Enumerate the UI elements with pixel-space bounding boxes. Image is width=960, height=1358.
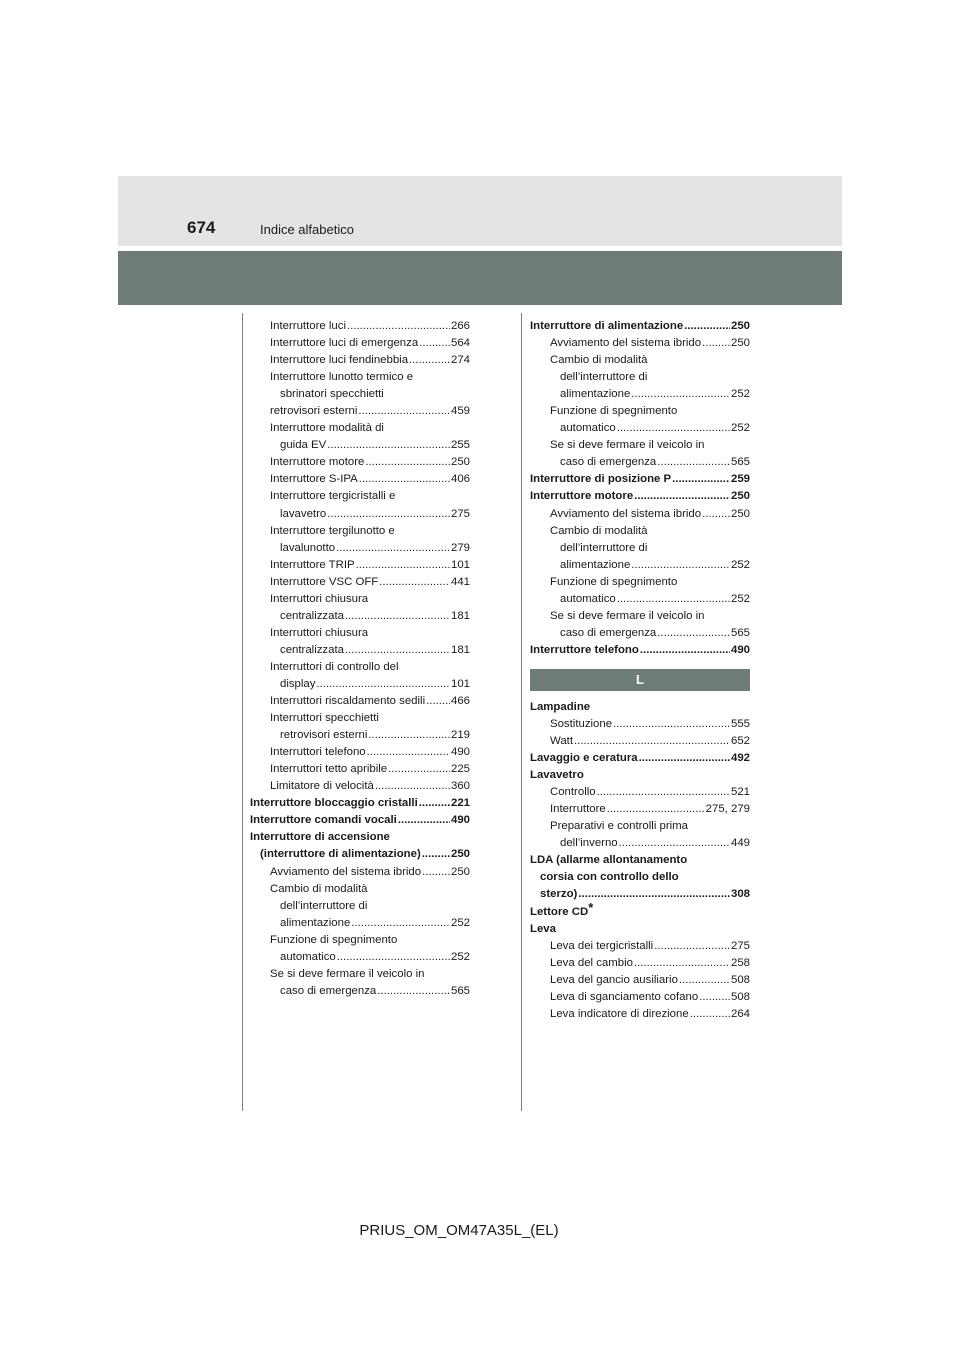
page-reference: 264 xyxy=(730,1007,750,1020)
index-term: Se si deve fermare il veicolo in xyxy=(550,609,705,622)
index-term: retrovisori esterni xyxy=(270,405,358,418)
leader-dots xyxy=(690,1006,730,1023)
index-term: Interruttore di alimentazione xyxy=(530,320,684,332)
index-entry xyxy=(250,778,470,795)
document-footer xyxy=(0,1222,960,1239)
leader-dots xyxy=(336,540,450,557)
page-reference: 101 xyxy=(450,558,470,571)
index-term: Se si deve fermare il veicolo in xyxy=(550,439,705,452)
index-term: automatico xyxy=(280,950,336,963)
leader-dots xyxy=(578,886,730,903)
index-entry xyxy=(530,506,750,523)
leader-dots xyxy=(359,471,450,488)
index-term: Interruttore tergilunotto e xyxy=(270,524,395,537)
index-entry xyxy=(250,318,470,335)
leader-dots xyxy=(388,761,450,778)
index-entry xyxy=(250,608,470,625)
index-term: Cambio di modalità xyxy=(550,524,648,537)
page-reference: 565 xyxy=(730,456,750,469)
page-reference: 490 xyxy=(730,643,750,656)
leader-dots xyxy=(398,812,450,829)
leader-dots xyxy=(365,454,450,471)
leader-dots xyxy=(345,608,450,625)
page-reference: 565 xyxy=(730,626,750,639)
index-entry xyxy=(530,523,750,540)
index-entry xyxy=(250,454,470,471)
index-entry xyxy=(530,591,750,608)
index-entry xyxy=(250,761,470,778)
index-entry xyxy=(530,335,750,352)
leader-dots xyxy=(351,915,450,932)
index-term: Interruttore xyxy=(550,803,606,816)
index-entry xyxy=(530,454,750,471)
index-entry xyxy=(250,710,470,727)
leader-dots xyxy=(379,574,450,591)
page-reference: 250 xyxy=(730,337,750,350)
index-entry xyxy=(530,955,750,972)
index-entry xyxy=(250,898,470,915)
index-term: Interruttori di controllo del xyxy=(270,660,399,673)
leader-dots xyxy=(316,676,450,693)
index-term: lavavetro xyxy=(280,507,327,520)
index-entry xyxy=(250,881,470,898)
page-reference: 250 xyxy=(450,848,470,861)
page-reference: 360 xyxy=(450,780,470,793)
index-entry xyxy=(250,591,470,608)
index-entry xyxy=(530,574,750,591)
index-entry xyxy=(250,676,470,693)
index-term: Controllo xyxy=(550,786,596,799)
page-reference: 250 xyxy=(730,490,750,503)
page-reference: 490 xyxy=(450,746,470,759)
leader-dots xyxy=(634,955,730,972)
index-entry xyxy=(250,727,470,744)
index-term: (interruttore di alimentazione) xyxy=(260,848,421,861)
index-term: alimentazione xyxy=(280,916,351,929)
index-term: dell’inverno xyxy=(560,837,618,850)
index-entry xyxy=(530,989,750,1006)
index-entry xyxy=(250,335,470,352)
leader-dots xyxy=(377,983,450,1000)
leader-dots xyxy=(654,938,730,955)
page-reference: 555 xyxy=(730,717,750,730)
index-entry xyxy=(250,983,470,1000)
page-reference: 449 xyxy=(730,837,750,850)
leader-dots xyxy=(607,801,705,818)
footnote-marker: * xyxy=(588,899,594,915)
index-entry xyxy=(530,1006,750,1023)
page-reference: 266 xyxy=(450,320,470,332)
index-entry xyxy=(530,972,750,989)
index-entry xyxy=(250,744,470,761)
index-term: retrovisori esterni xyxy=(280,729,368,742)
index-term: Interruttore tergicristalli e xyxy=(270,490,396,503)
index-group-i xyxy=(530,318,750,659)
index-entry xyxy=(530,540,750,557)
index-term: sbrinatori specchietti xyxy=(280,388,384,401)
index-term: sterzo) xyxy=(540,888,578,901)
index-term: dell’interruttore di xyxy=(560,541,648,554)
leader-dots xyxy=(368,727,450,744)
page-reference: 225 xyxy=(450,763,470,776)
index-entry xyxy=(530,608,750,625)
index-term: Avviamento del sistema ibrido xyxy=(550,507,702,520)
index-term: Lavaggio e ceratura xyxy=(530,752,638,765)
leader-dots xyxy=(597,784,730,801)
index-entry xyxy=(530,699,750,716)
index-entry xyxy=(250,471,470,488)
index-term: Leva del gancio ausiliario xyxy=(550,973,678,986)
leader-dots xyxy=(699,989,730,1006)
index-entry xyxy=(530,557,750,574)
index-term: dell’interruttore di xyxy=(560,371,648,384)
index-term: Leva dei tergicristalli xyxy=(550,939,654,952)
leader-dots xyxy=(358,403,450,420)
index-entry xyxy=(250,352,470,369)
leader-dots xyxy=(619,835,730,852)
index-term: Interruttore di posizione P xyxy=(530,473,672,486)
index-term: Interruttori tetto apribile xyxy=(270,763,388,776)
leader-dots xyxy=(679,972,730,989)
index-entry xyxy=(250,506,470,523)
index-term: Interruttore motore xyxy=(530,490,634,503)
index-term: display xyxy=(280,677,316,690)
page-reference: 250 xyxy=(730,320,750,332)
leader-dots xyxy=(657,625,730,642)
index-entry xyxy=(530,386,750,403)
index-term: LDA (allarme allontanamento xyxy=(530,854,688,867)
page-reference: 181 xyxy=(450,643,470,656)
index-term: alimentazione xyxy=(560,558,631,571)
index-entry xyxy=(530,899,750,921)
page-reference: 274 xyxy=(450,354,470,367)
page-reference: 101 xyxy=(450,677,470,690)
leader-dots xyxy=(631,386,730,403)
column-rule-middle xyxy=(521,313,522,1111)
index-group-l xyxy=(530,699,750,1023)
index-term: alimentazione xyxy=(560,388,631,401)
index-entry xyxy=(250,829,470,846)
index-term: Cambio di modalità xyxy=(550,354,648,367)
index-column-right xyxy=(530,318,750,1023)
index-entry xyxy=(250,386,470,403)
index-term: Interruttore TRIP xyxy=(270,558,355,571)
document-code: PRIUS_OM_OM47A35L_(EL) xyxy=(359,1222,559,1239)
index-entry xyxy=(250,625,470,642)
index-entry xyxy=(250,557,470,574)
index-entry xyxy=(250,966,470,983)
index-entry xyxy=(250,915,470,932)
index-term: Interruttore S-IPA xyxy=(270,473,358,486)
index-entry xyxy=(250,369,470,386)
index-term: Interruttori chiusura xyxy=(270,592,369,605)
page-reference: 252 xyxy=(730,558,750,571)
index-term: Sostituzione xyxy=(550,717,613,730)
index-term: Interruttori chiusura xyxy=(270,626,369,639)
index-term: automatico xyxy=(560,422,616,435)
page-reference: 255 xyxy=(450,439,470,452)
index-term: Interruttori riscaldamento sedili xyxy=(270,695,426,708)
index-entry xyxy=(530,767,750,784)
page-reference: 406 xyxy=(450,473,470,486)
page-reference: 459 xyxy=(450,405,470,418)
index-term: Se si deve fermare il veicolo in xyxy=(270,967,425,980)
index-entry xyxy=(250,932,470,949)
index-entry xyxy=(250,403,470,420)
index-entry xyxy=(530,642,750,659)
index-term: Funzione di spegnimento xyxy=(550,405,678,418)
index-term: Leva del cambio xyxy=(550,956,633,969)
index-column-left xyxy=(250,318,470,1000)
index-term: Interruttore luci di emergenza xyxy=(270,337,419,350)
index-term: Interruttore di accensione xyxy=(250,831,390,844)
index-term: caso di emergenza xyxy=(560,626,657,639)
page-reference: 275, 279 xyxy=(705,803,750,816)
index-entry xyxy=(530,471,750,488)
page-reference: 492 xyxy=(730,752,750,765)
page-reference: 565 xyxy=(450,984,470,997)
index-entry xyxy=(530,818,750,835)
leader-dots xyxy=(617,420,730,437)
column-rule-left xyxy=(242,313,243,1111)
header-dark-band xyxy=(118,251,842,305)
index-entry xyxy=(530,784,750,801)
page-reference: 250 xyxy=(450,456,470,469)
leader-dots xyxy=(657,454,730,471)
index-term: automatico xyxy=(560,592,616,605)
index-term: Leva indicatore di direzione xyxy=(550,1007,689,1020)
index-entry xyxy=(530,352,750,369)
section-title: Indice alfabetico xyxy=(260,222,354,237)
index-entry xyxy=(530,869,750,886)
leader-dots xyxy=(422,864,450,881)
leader-dots xyxy=(702,506,730,523)
index-entry xyxy=(530,938,750,955)
index-term: Interruttore telefono xyxy=(530,643,639,656)
leader-dots xyxy=(337,949,450,966)
index-entry xyxy=(530,420,750,437)
index-term: centralizzata xyxy=(280,609,344,622)
index-term: Interruttore comandi vocali xyxy=(250,814,397,827)
index-entry xyxy=(250,864,470,881)
page-reference: 250 xyxy=(730,507,750,520)
index-entry xyxy=(250,540,470,557)
index-term: Interruttore VSC OFF xyxy=(270,575,379,588)
page-reference: 275 xyxy=(450,507,470,520)
index-term: centralizzata xyxy=(280,643,344,656)
index-entry xyxy=(530,318,750,335)
page-reference: 252 xyxy=(450,916,470,929)
index-term: Interruttore modalità di xyxy=(270,422,384,435)
page-reference: 252 xyxy=(730,388,750,401)
index-term: Interruttore bloccaggio cristalli xyxy=(250,797,418,810)
index-term: Interruttore motore xyxy=(270,456,365,469)
index-term: Avviamento del sistema ibrido xyxy=(270,865,422,878)
leader-dots xyxy=(684,318,730,335)
leader-dots xyxy=(672,471,730,488)
index-entry xyxy=(530,733,750,750)
page-reference: 466 xyxy=(450,695,470,708)
index-term: Lettore CD xyxy=(530,905,589,918)
index-entry xyxy=(250,523,470,540)
page-number: 674 xyxy=(187,218,216,237)
index-entry xyxy=(530,488,750,505)
leader-dots xyxy=(419,335,450,352)
index-term: Interruttore lunotto termico e xyxy=(270,371,414,384)
index-term: guida EV xyxy=(280,439,327,452)
page-reference: 275 xyxy=(730,939,750,952)
index-entry xyxy=(530,625,750,642)
index-term: Lavavetro xyxy=(530,769,584,782)
index-term: Cambio di modalità xyxy=(270,882,368,895)
index-entry xyxy=(250,659,470,676)
page-reference: 441 xyxy=(450,575,470,588)
leader-dots xyxy=(327,437,450,454)
leader-dots xyxy=(613,716,730,733)
index-entry xyxy=(530,403,750,420)
index-term: Avviamento del sistema ibrido xyxy=(550,337,702,350)
page-reference: 508 xyxy=(730,973,750,986)
page-reference: 181 xyxy=(450,609,470,622)
leader-dots xyxy=(367,744,450,761)
leader-dots xyxy=(422,846,450,863)
index-term: Leva xyxy=(530,922,556,935)
leader-dots xyxy=(631,557,730,574)
index-term: Interruttore luci xyxy=(270,320,346,332)
index-entry xyxy=(250,949,470,966)
index-term: Funzione di spegnimento xyxy=(550,575,678,588)
leader-dots xyxy=(409,352,450,369)
index-entry xyxy=(250,693,470,710)
index-entry xyxy=(530,886,750,903)
index-term: dell’interruttore di xyxy=(280,899,368,912)
index-entry xyxy=(250,488,470,505)
index-entry xyxy=(250,795,470,812)
index-entry xyxy=(250,420,470,437)
index-term: Limitatore di velocità xyxy=(270,780,374,793)
page-reference: 258 xyxy=(730,956,750,969)
index-term: Watt xyxy=(550,735,573,748)
page-reference: 521 xyxy=(730,786,750,799)
index-term: caso di emergenza xyxy=(560,456,657,469)
index-term: lavalunotto xyxy=(280,541,336,554)
index-entry xyxy=(530,716,750,733)
index-term: Interruttore luci fendinebbia xyxy=(270,354,409,367)
leader-dots xyxy=(356,557,450,574)
index-entry xyxy=(530,750,750,767)
index-term: Leva di sganciamento cofano xyxy=(550,990,699,1003)
index-entry xyxy=(530,801,750,818)
index-term: Interruttori telefono xyxy=(270,746,366,759)
page-reference: 508 xyxy=(730,990,750,1003)
page-reference: 219 xyxy=(450,729,470,742)
index-term: corsia con controllo dello xyxy=(540,871,679,884)
index-entry xyxy=(530,369,750,386)
leader-dots xyxy=(574,733,730,750)
leader-dots xyxy=(419,795,450,812)
index-entry xyxy=(250,846,470,863)
index-entry xyxy=(250,574,470,591)
leader-dots xyxy=(617,591,730,608)
page-reference: 279 xyxy=(450,541,470,554)
leader-dots xyxy=(640,642,730,659)
page-reference: 252 xyxy=(730,422,750,435)
index-entry xyxy=(530,852,750,869)
index-entry xyxy=(250,437,470,454)
leader-dots xyxy=(347,318,450,335)
index-term: Preparativi e controlli prima xyxy=(550,820,689,833)
index-entry xyxy=(250,812,470,829)
header-band xyxy=(118,176,842,246)
page-reference: 490 xyxy=(450,814,470,827)
index-entry xyxy=(250,642,470,659)
page-reference: 652 xyxy=(730,735,750,748)
index-term: Lampadine xyxy=(530,700,591,713)
page-reference: 250 xyxy=(450,865,470,878)
leader-dots xyxy=(345,642,450,659)
page-reference: 259 xyxy=(730,473,750,486)
leader-dots xyxy=(327,506,450,523)
index-term: Interruttori specchietti xyxy=(270,712,379,725)
letter-header: L xyxy=(530,669,750,691)
leader-dots xyxy=(702,335,730,352)
page-reference: 564 xyxy=(450,337,470,350)
leader-dots xyxy=(634,488,730,505)
index-term: caso di emergenza xyxy=(280,984,377,997)
index-entry xyxy=(530,921,750,938)
leader-dots xyxy=(426,693,450,710)
index-entry xyxy=(530,835,750,852)
index-entry xyxy=(530,437,750,454)
page-reference: 221 xyxy=(450,797,470,810)
page-reference: 308 xyxy=(730,888,750,901)
page-reference: 252 xyxy=(730,592,750,605)
page-reference: 252 xyxy=(450,950,470,963)
index-term: Funzione di spegnimento xyxy=(270,933,398,946)
leader-dots xyxy=(375,778,450,795)
leader-dots xyxy=(639,750,730,767)
